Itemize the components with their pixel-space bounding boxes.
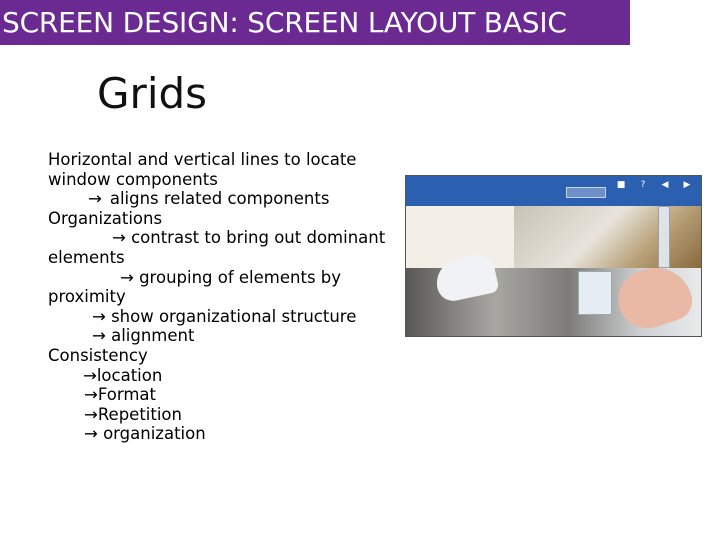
body-line-9 [48, 366, 388, 386]
nav-icon: ◀ [661, 180, 669, 190]
slide-title: Grids [97, 69, 208, 118]
body-line-7 [48, 326, 388, 346]
body-line-10-text: Format [97, 385, 156, 405]
nav-icon: ? [640, 180, 646, 190]
right-arrow-icon: → [92, 326, 106, 346]
body-line-6 [48, 307, 388, 327]
right-arrow-icon: → [120, 267, 134, 287]
right-arrow-icon: → [88, 189, 102, 209]
tissue-box [578, 271, 612, 315]
right-arrow-icon: → [83, 365, 97, 385]
slide-body [48, 150, 388, 444]
example-screen-image [405, 175, 702, 337]
faucet [658, 206, 670, 268]
body-line-11 [48, 405, 388, 425]
banner-text: SCREEN DESIGN: SCREEN LAYOUT BASIC [2, 6, 567, 39]
body-line-2 [48, 189, 388, 209]
body-line-5 [48, 268, 388, 307]
body-line-4 [48, 228, 388, 267]
example-photo [514, 206, 701, 268]
body-line-10 [48, 385, 388, 405]
body-line-11-text: Repetition [97, 404, 182, 424]
body-line-7-text: alignment [111, 326, 195, 346]
body-line-1: Horizontal and vertical lines to locate window components [48, 150, 357, 189]
body-line-4-text: contrast to bring out dominant elements [48, 228, 386, 267]
right-arrow-icon: → [84, 404, 98, 424]
right-arrow-icon: → [92, 306, 106, 326]
body-line-2-text: aligns related components [109, 189, 330, 209]
body-line-9-text: location [96, 365, 163, 385]
body-line-12-text: organization [103, 424, 206, 444]
example-topbar [406, 176, 701, 206]
body-line-8: Consistency [48, 345, 148, 365]
body-line-6-text: show organizational structure [111, 306, 357, 326]
body-line-5-text: grouping of elements by proximity [48, 267, 342, 307]
body-line-12 [48, 424, 388, 444]
body-line-3: Organizations [48, 208, 163, 228]
nav-icon: ■ [616, 180, 626, 190]
nav-icon: ▶ [683, 180, 691, 190]
right-arrow-icon: → [84, 424, 98, 444]
slide-banner [0, 0, 630, 45]
right-arrow-icon: → [112, 228, 126, 248]
right-arrow-icon: → [84, 385, 98, 405]
